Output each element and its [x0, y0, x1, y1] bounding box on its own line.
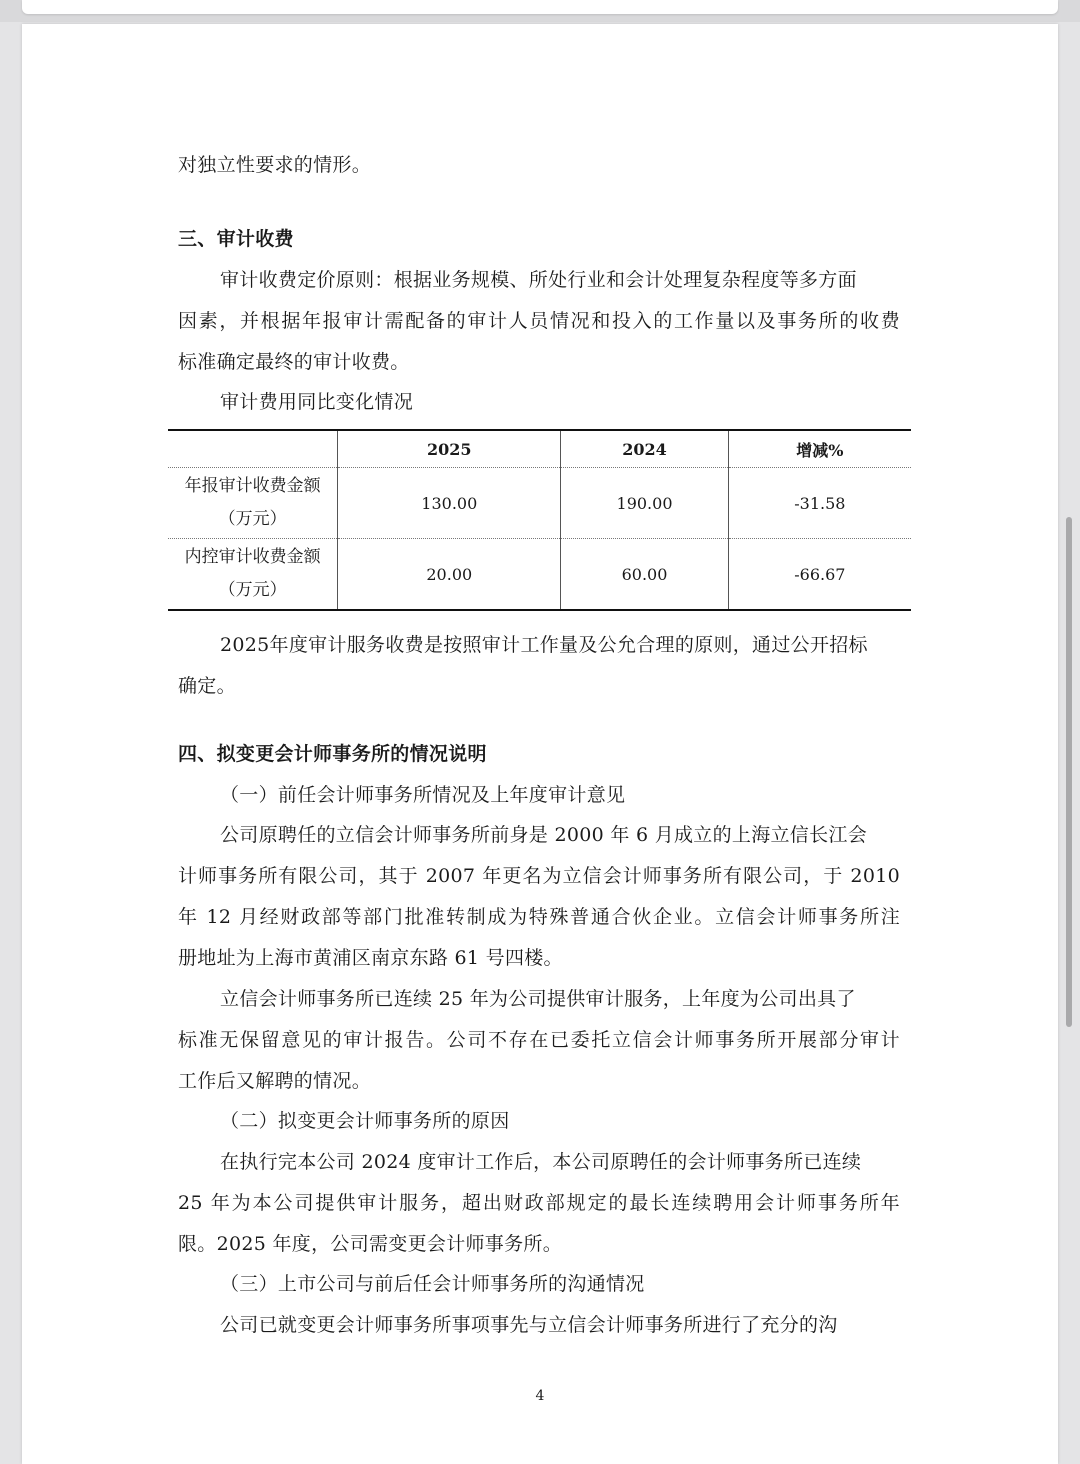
section-heading-audit-fees: 三、审计收费 [178, 228, 294, 250]
previous-page-edge [22, 0, 1058, 14]
row-label-line1: 内控审计收费金额 [184, 547, 321, 567]
paragraph-line: 确定。 [178, 675, 236, 697]
paragraph-line: 因素，并根据年报审计需配备的审计人员情况和投入的工作量以及事务所的收费 [178, 310, 900, 332]
paragraph-line: 标准无保留意见的审计报告。公司不存在已委托立信会计师事务所开展部分审计 [178, 1029, 900, 1051]
paragraph-line: 公司已就变更会计师事务所事项事先与立信会计师事务所进行了充分的沟 [220, 1314, 838, 1336]
paragraph-line: 计师事务所有限公司，其于 2007 年更名为立信会计师事务所有限公司，于 2010 [178, 865, 900, 887]
section-heading-change-auditor: 四、拟变更会计师事务所的情况说明 [178, 743, 487, 765]
subsection-heading: （一）前任会计师事务所情况及上年度审计意见 [220, 784, 626, 806]
paragraph-line: 审计收费定价原则：根据业务规模、所处行业和会计处理复杂程度等多方面 [220, 269, 857, 291]
paragraph-line: 工作后又解聘的情况。 [178, 1070, 372, 1092]
row-label-line1: 年报审计收费金额 [184, 476, 321, 496]
subsection-heading: （三）上市公司与前后任会计师事务所的沟通情况 [220, 1273, 645, 1295]
paragraph-line: 标准确定最终的审计收费。 [178, 351, 410, 373]
row-label [168, 539, 338, 611]
paragraph-line: 年 12 月经财政部等部门批准转制成为特殊普通合伙企业。立信会计师事务所注 [178, 906, 900, 928]
audit-fee-table [168, 429, 911, 611]
table-caption: 审计费用同比变化情况 [220, 391, 414, 413]
subsection-heading: （二）拟变更会计师事务所的原因 [220, 1110, 510, 1132]
row-label-line2: （万元） [218, 509, 287, 529]
paragraph-line: 25 年为本公司提供审计服务，超出财政部规定的最长连续聘用会计师事务所年 [178, 1192, 900, 1214]
cell-2024: 190.00 [561, 468, 728, 539]
paragraph-line: 立信会计师事务所已连续 25 年为公司提供审计服务，上年度为公司出具了 [220, 988, 856, 1010]
paragraph-line: 限。2025 年度，公司需变更会计师事务所。 [178, 1233, 562, 1255]
cell-2025: 20.00 [338, 539, 561, 611]
row-label-line2: （万元） [218, 580, 287, 600]
table-row [168, 468, 911, 539]
paragraph-line: 在执行完本公司 2024 度审计工作后，本公司原聘任的会计师事务所已连续 [220, 1151, 862, 1173]
table-header-2024: 2024 [561, 430, 728, 468]
paragraph-line: 2025年度审计服务收费是按照审计工作量及公允合理的原则，通过公开招标 [220, 634, 868, 656]
vertical-scrollbar[interactable] [1066, 517, 1072, 1027]
table-header-2025: 2025 [338, 430, 561, 468]
table-row [168, 539, 911, 611]
paragraph-line: 对独立性要求的情形。 [178, 154, 372, 176]
cell-change: -31.58 [728, 468, 911, 539]
cell-2024: 60.00 [561, 539, 728, 611]
table-header-change: 增减% [728, 430, 911, 468]
cell-2025: 130.00 [338, 468, 561, 539]
row-label [168, 468, 338, 539]
table-header-blank [168, 430, 338, 468]
paragraph-line: 册地址为上海市黄浦区南京东路 61 号四楼。 [178, 947, 563, 969]
cell-change: -66.67 [728, 539, 911, 611]
paragraph-line: 公司原聘任的立信会计师事务所前身是 2000 年 6 月成立的上海立信长江会 [220, 824, 868, 846]
page-number: 4 [535, 1388, 545, 1404]
